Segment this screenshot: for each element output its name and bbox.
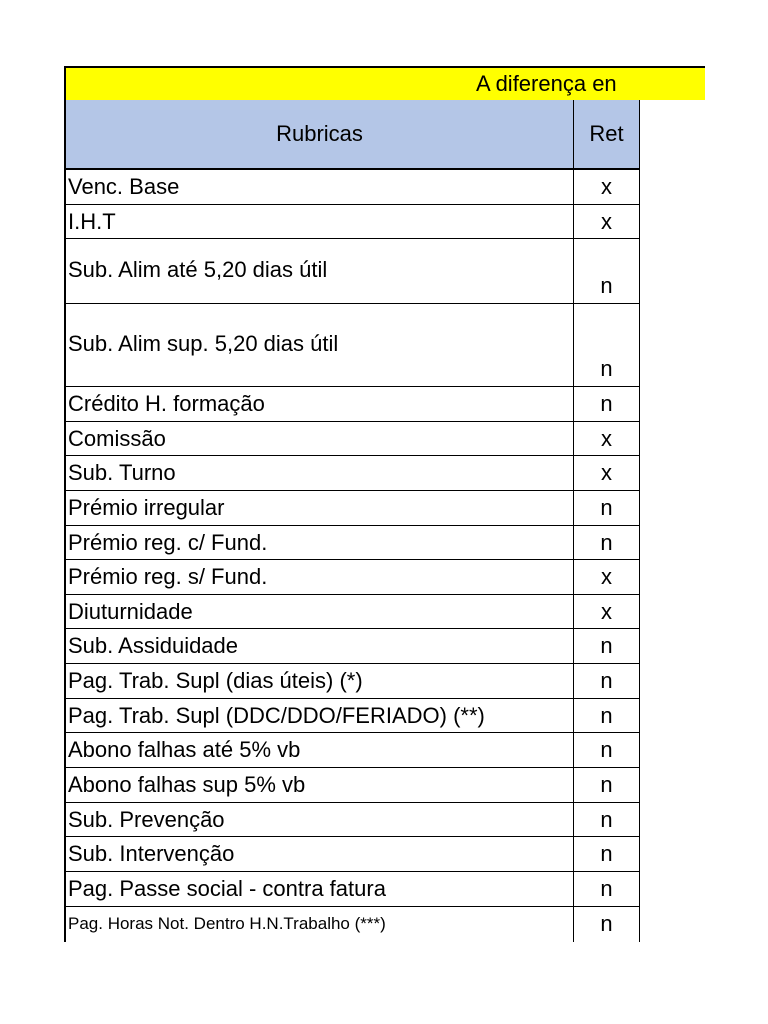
table-row <box>64 170 640 205</box>
table-row <box>64 733 640 768</box>
cell-rubrica[interactable]: I.H.T <box>66 205 574 238</box>
table-row <box>64 664 640 699</box>
cell-ret[interactable]: n <box>600 807 613 832</box>
cell-rubrica[interactable]: Abono falhas até 5% vb <box>66 733 574 767</box>
table-row <box>64 595 640 629</box>
cell-ret[interactable]: n <box>600 633 613 658</box>
table-row <box>64 768 640 803</box>
header-rubricas[interactable]: Rubricas <box>66 100 574 168</box>
cell-rubrica[interactable]: Prémio reg. s/ Fund. <box>66 560 574 594</box>
cell-rubrica[interactable]: Diuturnidade <box>66 595 574 628</box>
cell-rubrica[interactable]: Venc. Base <box>66 170 574 204</box>
table-row <box>64 872 640 907</box>
cell-ret[interactable]: n <box>600 911 613 936</box>
cell-ret[interactable]: n <box>600 772 613 797</box>
cell-ret[interactable]: n <box>600 356 613 381</box>
table-row <box>64 837 640 872</box>
table-row <box>64 456 640 491</box>
table-row <box>64 387 640 422</box>
cell-ret[interactable]: x <box>601 174 612 199</box>
title-row[interactable] <box>64 66 705 100</box>
cell-rubrica[interactable]: Pag. Trab. Supl (dias úteis) (*) <box>66 664 574 698</box>
header-row <box>64 100 640 170</box>
cell-ret[interactable]: n <box>600 841 613 866</box>
cell-rubrica[interactable]: Sub. Alim até 5,20 dias útil <box>66 239 574 303</box>
cell-ret[interactable]: x <box>601 599 612 624</box>
table-row <box>64 629 640 664</box>
table-row <box>64 491 640 526</box>
table-row <box>64 803 640 837</box>
cell-ret[interactable]: x <box>601 209 612 234</box>
cell-ret[interactable]: n <box>600 876 613 901</box>
cell-rubrica[interactable]: Sub. Assiduidade <box>66 629 574 663</box>
cell-rubrica[interactable]: Sub. Turno <box>66 456 574 490</box>
cell-rubrica[interactable]: Prémio reg. c/ Fund. <box>66 526 574 559</box>
table-row <box>64 304 640 387</box>
cell-rubrica[interactable]: Sub. Intervenção <box>66 837 574 871</box>
cell-ret[interactable]: x <box>601 426 612 451</box>
cell-rubrica[interactable]: Comissão <box>66 422 574 455</box>
cell-rubrica[interactable]: Sub. Alim sup. 5,20 dias útil <box>66 304 574 386</box>
table-row <box>64 239 640 304</box>
cell-rubrica[interactable]: Prémio irregular <box>66 491 574 525</box>
cell-rubrica[interactable]: Pag. Horas Not. Dentro H.N.Trabalho (***) <box>66 907 574 942</box>
table-row <box>64 699 640 733</box>
cell-ret[interactable]: n <box>600 737 613 762</box>
cell-ret[interactable]: n <box>600 530 613 555</box>
cell-rubrica[interactable]: Sub. Prevenção <box>66 803 574 836</box>
table-row <box>64 422 640 456</box>
header-ret[interactable]: Ret <box>589 121 624 146</box>
cell-ret[interactable]: x <box>601 460 612 485</box>
cell-rubrica[interactable]: Abono falhas sup 5% vb <box>66 768 574 802</box>
cell-ret[interactable]: x <box>601 564 612 589</box>
sheet-title: A diferença en <box>476 71 617 96</box>
cell-rubrica[interactable]: Crédito H. formação <box>66 387 574 421</box>
table-row <box>64 560 640 595</box>
table-row <box>64 205 640 239</box>
table-row <box>64 907 640 942</box>
cell-ret[interactable]: n <box>600 668 613 693</box>
cell-rubrica[interactable]: Pag. Trab. Supl (DDC/DDO/FERIADO) (**) <box>66 699 574 732</box>
cell-ret[interactable]: n <box>600 273 613 298</box>
cell-rubrica[interactable]: Pag. Passe social - contra fatura <box>66 872 574 906</box>
cell-ret[interactable]: n <box>600 391 613 416</box>
cell-ret[interactable]: n <box>600 495 613 520</box>
table-body <box>64 170 640 942</box>
cell-ret[interactable]: n <box>600 703 613 728</box>
table-row <box>64 526 640 560</box>
